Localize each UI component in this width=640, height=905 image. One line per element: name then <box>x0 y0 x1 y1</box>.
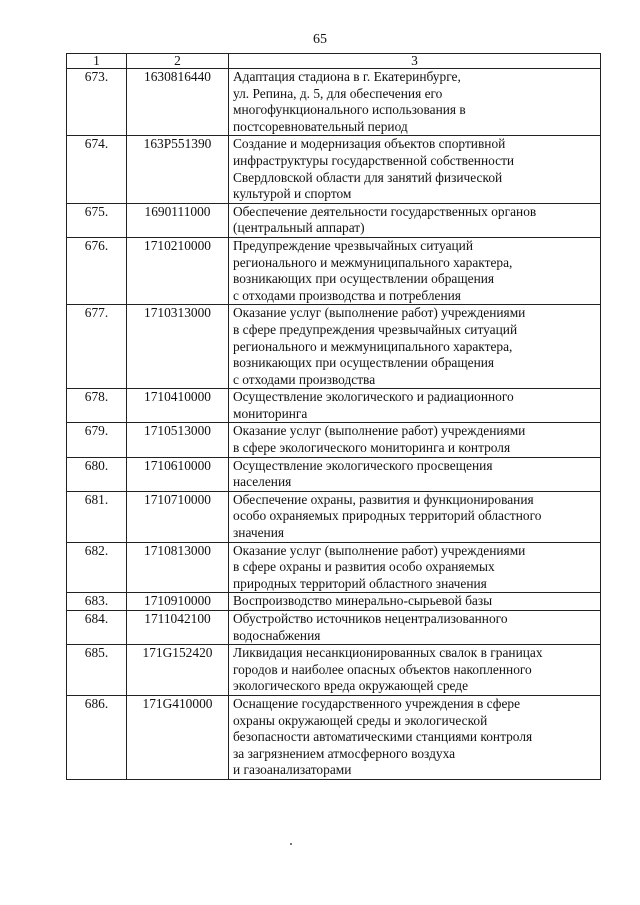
row-number: 674. <box>67 136 127 203</box>
budget-items-table <box>66 53 601 780</box>
table-row <box>67 305 601 389</box>
header-col-1: 1 <box>67 54 127 69</box>
description-line: Воспроизводство минерально-сырьевой базы <box>233 593 493 609</box>
description-line: Создание и модернизация объектов спортивной <box>233 136 506 152</box>
row-description <box>229 491 601 542</box>
description-line: водоснабжения <box>233 627 321 643</box>
header-col-3: 3 <box>229 54 601 69</box>
row-code: 1710710000 <box>127 491 229 542</box>
row-number: 677. <box>67 305 127 389</box>
table-row <box>67 389 601 423</box>
header-col-2: 2 <box>127 54 229 69</box>
row-description <box>229 423 601 457</box>
table-row <box>67 136 601 203</box>
page-number: 65 <box>313 32 327 47</box>
row-number: 675. <box>67 203 127 237</box>
description-line: Обеспечение деятельности государственных органов <box>233 203 537 219</box>
description-line: природных территорий областного значения <box>233 575 487 591</box>
row-number: 676. <box>67 237 127 304</box>
row-number: 684. <box>67 611 127 645</box>
description-line: в сфере экологического мониторинга и контроля <box>233 440 511 456</box>
description-line: безопасности автоматическими станциями контроля <box>233 729 533 745</box>
row-code: 1630816440 <box>127 69 229 136</box>
description-line: Осуществление экологического просвещения <box>233 457 493 473</box>
table-row <box>67 423 601 457</box>
row-number: 680. <box>67 457 127 491</box>
description-line: инфраструктуры государственной собственности <box>233 152 515 168</box>
description-line: за загрязнением атмосферного воздуха <box>233 745 456 761</box>
description-line: в сфере охраны и развития особо охраняемых <box>233 559 495 575</box>
description-line: (центральный аппарат) <box>233 220 365 236</box>
row-description <box>229 457 601 491</box>
description-line: Оказание услуг (выполнение работ) учреждениями <box>233 305 526 321</box>
row-number: 678. <box>67 389 127 423</box>
description-line: городов и наиболее опасных объектов накопленного <box>233 661 532 677</box>
row-code: 1710313000 <box>127 305 229 389</box>
row-code: 1710910000 <box>127 593 229 611</box>
table-row <box>67 457 601 491</box>
description-line: постсоревновательный период <box>233 118 408 134</box>
description-line: населения <box>233 474 292 490</box>
description-line: Предупреждение чрезвычайных ситуаций <box>233 237 474 253</box>
row-number: 682. <box>67 542 127 593</box>
description-line: в сфере предупреждения чрезвычайных ситуаций <box>233 321 518 337</box>
row-description <box>229 136 601 203</box>
row-description <box>229 69 601 136</box>
table-row <box>67 491 601 542</box>
description-line: с отходами производства <box>233 371 376 387</box>
table-row <box>67 611 601 645</box>
description-line: мониторинга <box>233 405 308 421</box>
description-line: Оказание услуг (выполнение работ) учреждениями <box>233 423 526 439</box>
description-line: Обустройство источников нецентрализованного <box>233 611 508 626</box>
description-line: особо охраняемых природных территорий областного <box>233 508 542 524</box>
description-line: Ликвидация несанкционированных свалок в границах <box>233 645 543 661</box>
row-code: 1710210000 <box>127 237 229 304</box>
row-code: 1710513000 <box>127 423 229 457</box>
row-code: 1711042100 <box>127 611 229 645</box>
description-line: Оснащение государственного учреждения в сфере <box>233 695 521 711</box>
row-number: 673. <box>67 69 127 136</box>
table-row <box>67 69 601 136</box>
row-description <box>229 389 601 423</box>
row-description <box>229 203 601 237</box>
table-row <box>67 645 601 696</box>
description-line: возникающих при осуществлении обращения <box>233 271 495 287</box>
description-line: возникающих при осуществлении обращения <box>233 355 495 371</box>
description-line: Осуществление экологического и радиационного <box>233 389 514 405</box>
table-row <box>67 695 601 779</box>
row-number: 681. <box>67 491 127 542</box>
table-header-row <box>67 54 601 69</box>
table-row <box>67 203 601 237</box>
description-line: с отходами производства и потребления <box>233 287 461 303</box>
description-line: и газоанализаторами <box>233 762 352 778</box>
table-row <box>67 542 601 593</box>
row-description <box>229 645 601 696</box>
description-line: Обеспечение охраны, развития и функционирования <box>233 491 534 507</box>
description-line: Свердловской области для занятий физической <box>233 169 503 185</box>
description-line: культурой и спортом <box>233 186 352 202</box>
description-line: Адаптация стадиона в г. Екатеринбурге, <box>233 69 461 84</box>
row-code: 171G410000 <box>127 695 229 779</box>
description-line: регионального и межмуниципального характера, <box>233 254 513 270</box>
row-code: 1710610000 <box>127 457 229 491</box>
description-line: экологического вреда окружающей среде <box>233 678 469 694</box>
row-code: 171G152420 <box>127 645 229 696</box>
row-number: 683. <box>67 593 127 611</box>
row-description <box>229 542 601 593</box>
description-line: многофункционального использования в <box>233 102 466 118</box>
scan-speck <box>290 843 292 845</box>
description-line: значения <box>233 525 285 541</box>
row-code: 1710813000 <box>127 542 229 593</box>
row-description <box>229 593 601 611</box>
row-description <box>229 237 601 304</box>
row-number: 679. <box>67 423 127 457</box>
row-number: 685. <box>67 645 127 696</box>
table-body <box>67 54 601 780</box>
row-code: 163P551390 <box>127 136 229 203</box>
table-row <box>67 237 601 304</box>
row-code: 1690111000 <box>127 203 229 237</box>
description-line: охраны окружающей среды и экологической <box>233 712 488 728</box>
row-description <box>229 695 601 779</box>
row-description <box>229 611 601 645</box>
row-code: 1710410000 <box>127 389 229 423</box>
description-line: ул. Репина, д. 5, для обеспечения его <box>233 85 443 101</box>
table-row <box>67 593 601 611</box>
row-description <box>229 305 601 389</box>
description-line: Оказание услуг (выполнение работ) учреждениями <box>233 542 526 558</box>
row-number: 686. <box>67 695 127 779</box>
description-line: регионального и межмуниципального характера, <box>233 338 513 354</box>
